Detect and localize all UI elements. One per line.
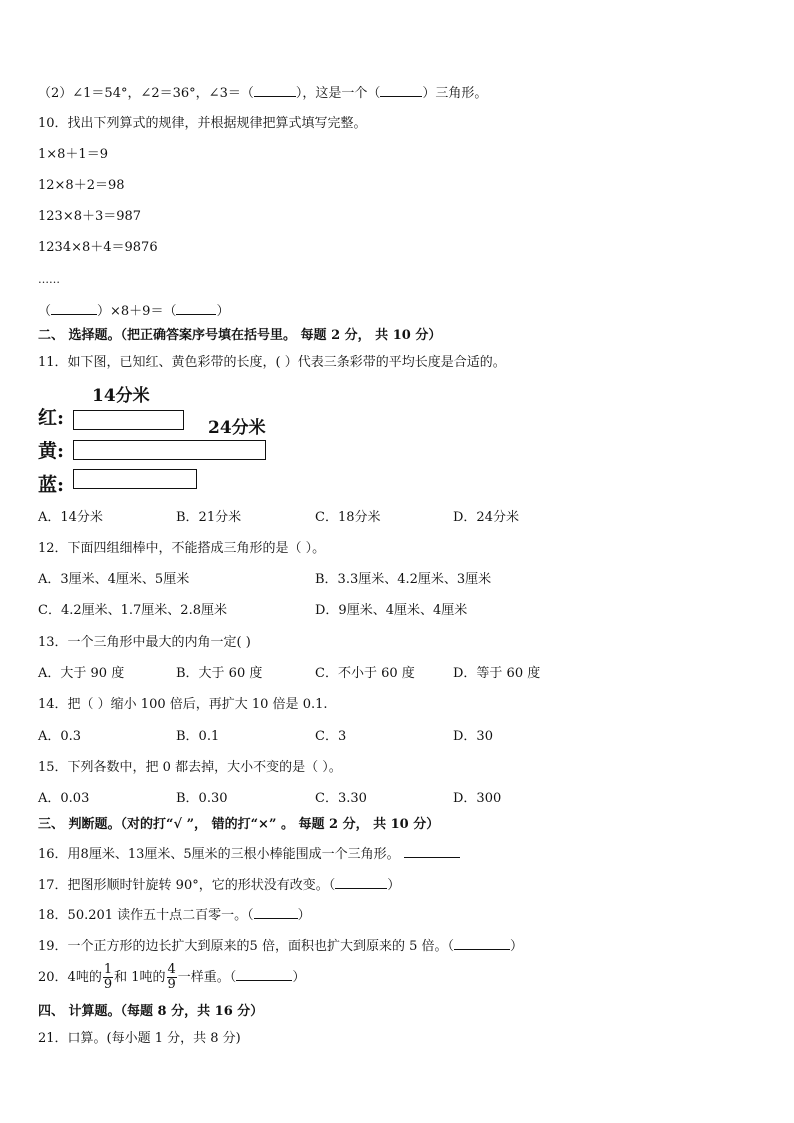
fraction-four-ninths <box>167 963 177 992</box>
fill-mid: ）×8＋9＝（ <box>97 304 177 319</box>
yellow-length-label: 24分米 <box>208 418 266 438</box>
q13-option-a[interactable]: A．大于 90 度 <box>38 666 125 681</box>
q9-2-text-mid: ），这是一个（ <box>295 86 381 101</box>
question-21: 21．口算。(每小题 1 分，共 8 分) <box>38 1031 241 1046</box>
answer-blank[interactable] <box>51 302 97 315</box>
answer-blank[interactable] <box>335 876 387 889</box>
red-label: 红: <box>38 407 65 429</box>
section-3-heading: 三、 判断题。（对的打“√ ”， 错的打“×” 。 每题 2 分， 共 10 分） <box>38 817 440 832</box>
section-2-heading: 二、 选择题。（把正确答案序号填在括号里。 每题 2 分， 共 10 分） <box>38 328 442 343</box>
q15-option-c[interactable]: C．3.30 <box>315 791 367 806</box>
question-19 <box>38 937 523 955</box>
fraction-denominator: 9 <box>103 977 113 992</box>
q14-option-d[interactable]: D．30 <box>453 729 493 744</box>
red-length-label: 14分米 <box>92 386 150 406</box>
pattern-ellipsis: …… <box>38 273 60 286</box>
fraction-one-ninth <box>103 963 113 992</box>
red-ribbon <box>73 410 184 430</box>
q9-2-text-pre: （2）∠1＝54°，∠2＝36°，∠3＝（ <box>38 86 254 101</box>
question-17 <box>38 876 400 894</box>
q16-text: 16．用8厘米、13厘米、5厘米的三根小棒能围成一个三角形。 <box>38 847 400 862</box>
q18-close: ） <box>297 908 311 923</box>
fraction-numerator: 1 <box>103 962 113 977</box>
answer-blank[interactable] <box>254 84 296 97</box>
q13-option-d[interactable]: D．等于 60 度 <box>453 666 541 681</box>
q12-option-a[interactable]: A．3厘米、4厘米、5厘米 <box>38 572 190 587</box>
yellow-label: 黄: <box>38 440 65 462</box>
q12-option-b[interactable]: B．3.3厘米、4.2厘米、3厘米 <box>315 572 492 587</box>
question-20 <box>38 963 305 993</box>
blue-label: 蓝: <box>38 474 65 496</box>
q14-option-b[interactable]: B．0.1 <box>176 729 220 744</box>
q20-close: ） <box>292 970 306 985</box>
pattern-fill-line <box>38 302 229 320</box>
q11-option-c[interactable]: C．18分米 <box>315 510 381 525</box>
question-16 <box>38 845 460 863</box>
question-14-title: 14．把（ ）缩小 100 倍后，再扩大 10 倍是 0.1. <box>38 697 328 712</box>
q20-text-post: 一样重。（ <box>177 970 237 985</box>
q19-close: ） <box>509 939 523 954</box>
fill-open: （ <box>38 304 52 319</box>
q13-option-c[interactable]: C．不小于 60 度 <box>315 666 415 681</box>
blue-ribbon <box>73 469 197 489</box>
q15-option-b[interactable]: B．0.30 <box>176 791 228 806</box>
question-11-title: 11．如下图，已知红、黄色彩带的长度，( ）代表三条彩带的平均长度是合适的。 <box>38 355 506 370</box>
fraction-numerator: 4 <box>167 962 176 977</box>
pattern-line-2: 12×8＋2＝98 <box>38 178 125 193</box>
q14-option-a[interactable]: A．0.3 <box>38 729 82 744</box>
q11-option-b[interactable]: B．21分米 <box>176 510 242 525</box>
q19-text: 19．一个正方形的边长扩大到原来的5 倍，面积也扩大到原来的 5 倍。（ <box>38 939 454 954</box>
pattern-line-1: 1×8＋1＝9 <box>38 147 108 162</box>
q13-option-b[interactable]: B．大于 60 度 <box>176 666 263 681</box>
yellow-ribbon <box>73 440 266 460</box>
q17-close: ） <box>387 878 401 893</box>
answer-blank[interactable] <box>176 302 216 315</box>
section-4-heading: 四、 计算题。（每题 8 分，共 16 分） <box>38 1004 264 1019</box>
question-13-title: 13．一个三角形中最大的内角一定( ) <box>38 635 251 650</box>
q11-option-a[interactable]: A．14分米 <box>38 510 103 525</box>
q12-option-c[interactable]: C．4.2厘米、1.7厘米、2.8厘米 <box>38 603 227 618</box>
q18-text: 18．50.201 读作五十点二百零一。（ <box>38 908 254 923</box>
q20-text-mid: 和 1吨的 <box>114 970 166 985</box>
answer-blank[interactable] <box>380 84 422 97</box>
pattern-line-3: 123×8＋3＝987 <box>38 209 142 224</box>
answer-blank[interactable] <box>254 906 298 919</box>
q9-2-text-post: ）三角形。 <box>422 86 488 101</box>
question-18 <box>38 906 311 924</box>
q14-option-c[interactable]: C．3 <box>315 729 347 744</box>
q20-text-pre: 20．4吨的 <box>38 970 102 985</box>
q15-option-d[interactable]: D．300 <box>453 791 502 806</box>
answer-blank[interactable] <box>236 968 292 981</box>
q15-option-a[interactable]: A．0.03 <box>38 791 90 806</box>
question-10-title: 10．找出下列算式的规律，并根据规律把算式填写完整。 <box>38 116 367 131</box>
question-9-2 <box>38 84 487 102</box>
question-12-title: 12．下面四组细棒中，不能搭成三角形的是（ ）。 <box>38 541 326 556</box>
question-15-title: 15．下列各数中，把 0 都去掉，大小不变的是（ ）。 <box>38 760 342 775</box>
q12-option-d[interactable]: D．9厘米、4厘米、4厘米 <box>315 603 468 618</box>
answer-blank[interactable] <box>404 845 460 858</box>
q11-option-d[interactable]: D．24分米 <box>453 510 519 525</box>
pattern-line-4: 1234×8＋4＝9876 <box>38 240 158 255</box>
answer-blank[interactable] <box>454 937 510 950</box>
fraction-denominator: 9 <box>167 977 176 992</box>
fill-close: ） <box>216 304 230 319</box>
q17-text: 17．把图形顺时针旋转 90°，它的形状没有改变。（ <box>38 878 336 893</box>
